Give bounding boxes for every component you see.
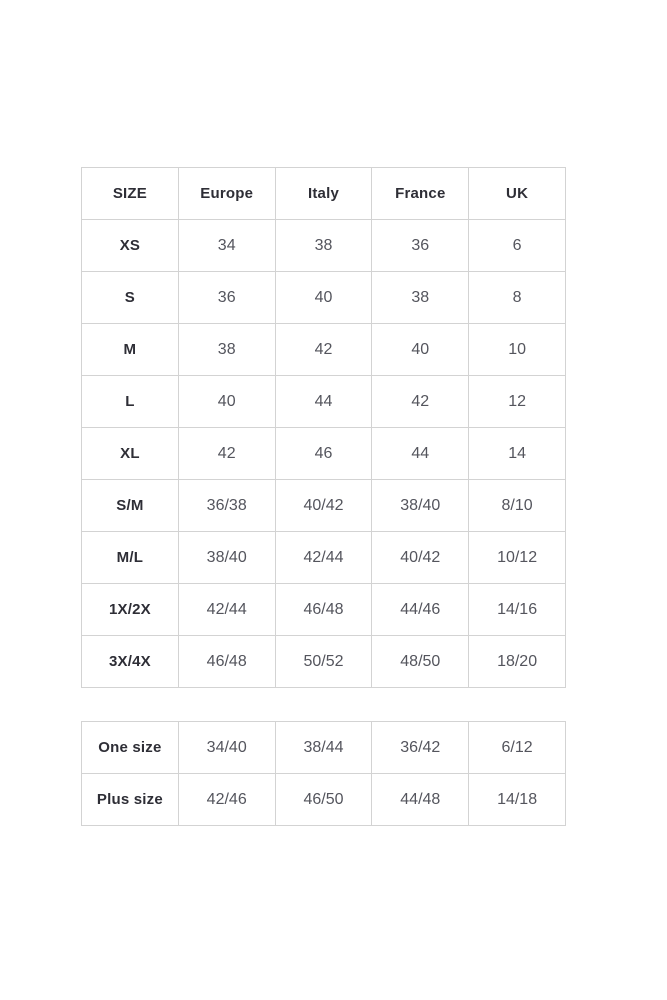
size-value-cell: 34/40 (178, 722, 275, 774)
size-value-cell: 42 (275, 324, 372, 376)
size-value-cell: 10 (469, 324, 566, 376)
size-value-cell: 8/10 (469, 480, 566, 532)
size-value-cell: 42/44 (178, 584, 275, 636)
size-value-cell: 38/44 (275, 722, 372, 774)
table-row (82, 428, 566, 480)
table-row (82, 376, 566, 428)
size-value-cell: 14/18 (469, 774, 566, 826)
size-value-cell: 36 (372, 220, 469, 272)
size-conversion-table (81, 167, 566, 688)
size-value-cell: 12 (469, 376, 566, 428)
size-value-cell: 40/42 (372, 532, 469, 584)
column-header-italy: Italy (275, 168, 372, 220)
row-label: 1X/2X (82, 584, 179, 636)
size-value-cell: 42/46 (178, 774, 275, 826)
row-label: XL (82, 428, 179, 480)
size-value-cell: 38 (372, 272, 469, 324)
size-value-cell: 44/48 (372, 774, 469, 826)
size-value-cell: 34 (178, 220, 275, 272)
table-row (82, 532, 566, 584)
size-value-cell: 46/48 (178, 636, 275, 688)
size-value-cell: 40 (178, 376, 275, 428)
size-value-cell: 8 (469, 272, 566, 324)
size-value-cell: 50/52 (275, 636, 372, 688)
size-value-cell: 18/20 (469, 636, 566, 688)
row-label: S (82, 272, 179, 324)
column-header-france: France (372, 168, 469, 220)
row-label: M (82, 324, 179, 376)
size-value-cell: 42 (372, 376, 469, 428)
size-value-cell: 44 (372, 428, 469, 480)
table-row (82, 722, 566, 774)
size-table-header (82, 168, 566, 220)
size-value-cell: 46 (275, 428, 372, 480)
size-value-cell: 46/48 (275, 584, 372, 636)
size-value-cell: 38/40 (372, 480, 469, 532)
column-header-uk: UK (469, 168, 566, 220)
size-value-cell: 6/12 (469, 722, 566, 774)
row-label: 3X/4X (82, 636, 179, 688)
main-table-body (82, 220, 566, 688)
size-value-cell: 38 (275, 220, 372, 272)
special-sizes-table (81, 721, 566, 826)
size-value-cell: 38/40 (178, 532, 275, 584)
row-label: M/L (82, 532, 179, 584)
table-row (82, 480, 566, 532)
size-value-cell: 42/44 (275, 532, 372, 584)
column-header-europe: Europe (178, 168, 275, 220)
size-value-cell: 36/42 (372, 722, 469, 774)
size-value-cell: 38 (178, 324, 275, 376)
size-value-cell: 14/16 (469, 584, 566, 636)
size-value-cell: 44 (275, 376, 372, 428)
table-row (82, 324, 566, 376)
size-value-cell: 40/42 (275, 480, 372, 532)
size-value-cell: 42 (178, 428, 275, 480)
table-row (82, 636, 566, 688)
size-value-cell: 44/46 (372, 584, 469, 636)
header-row (82, 168, 566, 220)
row-label: Plus size (82, 774, 179, 826)
row-label: S/M (82, 480, 179, 532)
size-value-cell: 10/12 (469, 532, 566, 584)
row-label: L (82, 376, 179, 428)
table-row (82, 272, 566, 324)
table-row (82, 584, 566, 636)
table-row (82, 220, 566, 272)
size-value-cell: 40 (275, 272, 372, 324)
size-value-cell: 36 (178, 272, 275, 324)
size-value-cell: 46/50 (275, 774, 372, 826)
size-value-cell: 40 (372, 324, 469, 376)
row-label: XS (82, 220, 179, 272)
size-value-cell: 36/38 (178, 480, 275, 532)
size-value-cell: 48/50 (372, 636, 469, 688)
column-header-size: SIZE (82, 168, 179, 220)
size-value-cell: 6 (469, 220, 566, 272)
table-row (82, 774, 566, 826)
size-value-cell: 14 (469, 428, 566, 480)
row-label: One size (82, 722, 179, 774)
secondary-table-body (82, 722, 566, 826)
